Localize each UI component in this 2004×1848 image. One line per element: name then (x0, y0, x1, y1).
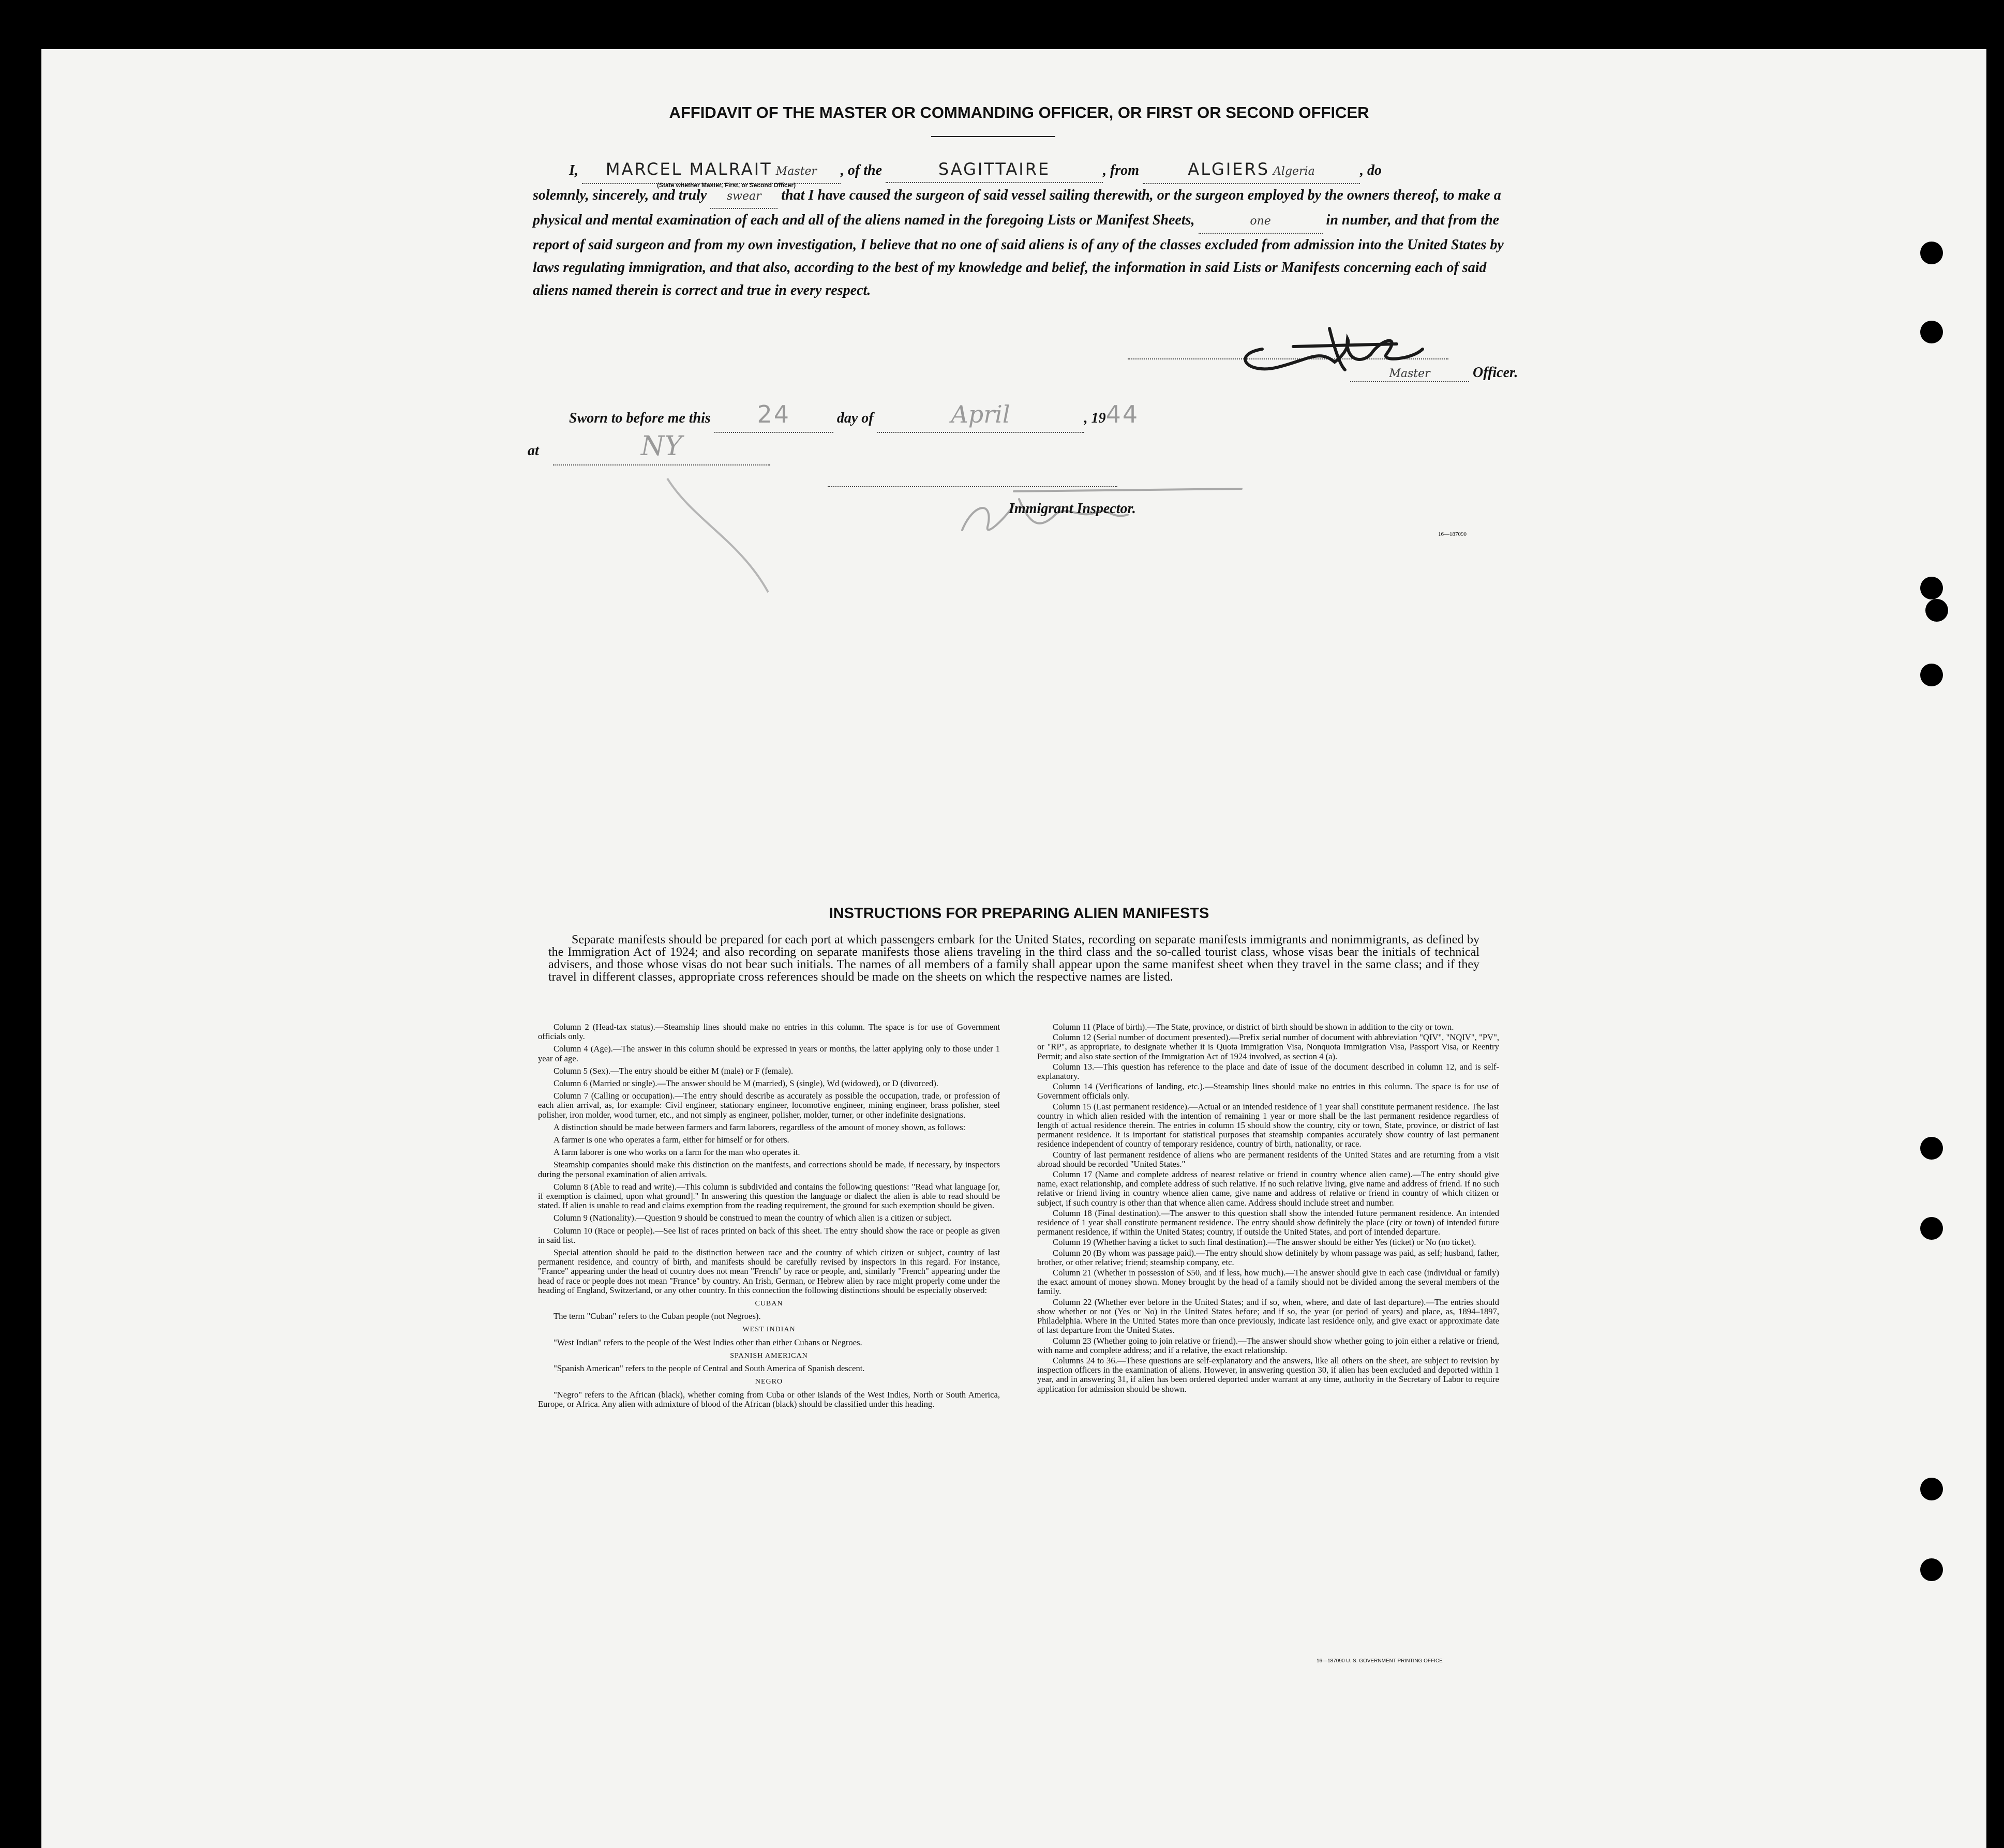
place-field (553, 433, 770, 465)
day-value: 24 (757, 400, 791, 428)
place-value: NY (640, 431, 682, 462)
year-prefix: , 19 (1084, 410, 1106, 426)
year-value: 44 (1105, 400, 1140, 428)
punch-hole (1920, 577, 1943, 599)
instructions-left-column (538, 1023, 1000, 1412)
spanish-american-heading: SPANISH AMERICAN (730, 1351, 808, 1360)
form-code-bottom: 16—187090 U. S. GOVERNMENT PRINTING OFFICE (1317, 1658, 1443, 1664)
instructions-title: INSTRUCTIONS FOR PREPARING ALIEN MANIFESTS (829, 905, 1209, 922)
punch-hole (1920, 1478, 1943, 1500)
form-code-top: 16—187090 (1438, 531, 1467, 537)
instruction-para: Column 2 (Head-tax status).—Steamship lines should make no entries in this column. The space is for use of Government officials only. (538, 1022, 1000, 1042)
of-the-label: , of the (840, 162, 883, 178)
sheet-count: one (1250, 215, 1271, 228)
instruction-para: Columns 24 to 36.—These questions are self-explanatory and the answers, like all others on the sheet, are subject to revision by inspection officers in the examination of aliens. However, in answering question 30, if alien has been excluded and deported within 1 year, and in answering 31, if alien has been ordered deported under warrant at any time, authority in the Secretary of Labor to require application for admission should be shown. (1037, 1355, 1499, 1394)
do-label: , do (1360, 162, 1382, 178)
master-name-field (582, 158, 841, 184)
instruction-para: Column 7 (Calling or occupation).—The entry should describe as accurately as possible the occupation, trade, or profession of each alien arrival, as, for example: Civil engineer, stationary engineer, locomotive engineer, mining engineer, brass polisher, steel polisher, iron molder, wood turner, etc., and not simply as engineer, polisher, molder, turner, or other indefinite designations. (538, 1091, 1000, 1120)
officer-label: Officer. (1473, 365, 1518, 381)
instruction-para: Column 6 (Married or single).—The answer should be M (married), S (single), Wd (widowed), or D (divorced). (554, 1078, 938, 1089)
affidavit-title: AFFIDAVIT OF THE MASTER OR COMMANDING OFFICER, OR FIRST OR SECOND OFFICER (669, 103, 1369, 122)
manifest-sheet (41, 49, 1986, 1848)
instruction-para: Column 17 (Name and complete address of nearest relative or friend in country whence alien came).—The entry should give name, exact relationship, and complete address of such relative. If no such relative living, give name and address of friend. If no such relative or friend living in country whence alien came, give name and address of relative or friend in country of which citizen or subject, if such country is other than that whence alien came. Address should include street and number. (1037, 1169, 1499, 1208)
punch-hole (1920, 1217, 1943, 1240)
instruction-para: Column 11 (Place of birth).—The State, province, or district of birth should be shown in addition to the city or town. (1053, 1022, 1454, 1032)
place-scribble (662, 463, 776, 597)
signature-title-row (1350, 365, 1536, 382)
punch-hole (1925, 599, 1948, 622)
sworn-label: Sworn to before me this (569, 410, 711, 426)
inspector-label: Immigrant Inspector. (1009, 501, 1136, 517)
vessel-field (886, 158, 1103, 183)
punch-hole (1920, 1137, 1943, 1160)
master-name: MARCEL MALRAIT (605, 159, 772, 179)
instruction-para: Column 4 (Age).—The answer in this column should be expressed in years or months, the latter applying only to those under 1 year of age. (538, 1044, 1000, 1063)
instruction-para: A farm laborer is one who works on a farm for the man who operates it. (554, 1147, 800, 1158)
from-label: , from (1103, 162, 1140, 178)
vessel-name: SAGITTAIRE (938, 159, 1051, 179)
instruction-para: A distinction should be made between farmers and farm laborers, regardless of the amount of money shown, as follows: (554, 1122, 966, 1132)
text-caused: that I have caused the surgeon of said vessel sailing therewith, or the surgeon employed by the owners thereof, to make a physical and mental examination of each and all of the aliens named in the foregoing Lists or Manifest Sheets, (533, 187, 1501, 228)
instruction-para: Column 10 (Race or people).—See list of races printed on back of this sheet. The entry should show the race or people as given in said list. (538, 1225, 1000, 1245)
instruction-para: Column 13.—This question has reference to the place and date of issue of the document described in column 12, and is self-explanatory. (1037, 1061, 1499, 1081)
instruction-para: Steamship companies should make this distinction on the manifests, and corrections should be made, if necessary, by inspectors during the personal examination of alien arrivals. (538, 1160, 1000, 1179)
punch-hole (1920, 1558, 1943, 1581)
instruction-para: Column 18 (Final destination).—The answer to this question shall show the intended future permanent residence. An intended residence of 1 year shall constitute permanent residence. The entry should show definitely the place (city or town) of intended future permanent residence, if within the United States; country, if outside the United States, and port of intended departure. (1037, 1208, 1499, 1237)
title-rule (931, 136, 1055, 137)
instruction-para: Column 22 (Whether ever before in the United States; and if so, when, where, and date of last departure).—The entries should show whether or not (Yes or No) in the United States before; and if so, the year (or period of years) and place, as, 1894–1897, Philadelphia. Where in the United States more than once previously, indicate last residence only, and give exact or approximate date of last departure from the United States. (1037, 1297, 1499, 1335)
negro-para: "Negro" refers to the African (black), whether coming from Cuba or other islands of the West Indies, North or South America, Europe, or Africa. Any alien with admixture of blood of the African (black) should be classified under this heading. (538, 1389, 1000, 1409)
spanish-american-para: "Spanish American" refers to the people of Central and South America of Spanish descent. (554, 1363, 865, 1374)
signature-title: Master (1389, 367, 1430, 380)
cuban-para: The term "Cuban" refers to the Cuban people (not Negroes). (554, 1311, 761, 1321)
west-indian-heading: WEST INDIAN (742, 1326, 796, 1334)
instruction-para: Column 5 (Sex).—The entry should be either M (male) or F (female). (554, 1065, 794, 1076)
instruction-para: Country of last permanent residence of aliens who are permanent residents of the United States and are returning from a visit abroad should be recorded "United States." (1037, 1149, 1499, 1169)
instruction-para: Column 20 (By whom was passage paid).—The entry should show definitely by whom passage was paid, as self; husband, father, brother, or other relative; friend; steamship company, etc. (1037, 1248, 1499, 1267)
instruction-para: Column 21 (Whether in possession of $50, and if less, how much).—The answer should give in each case (individual or family) the exact amount of money shown. Money brought by the head of a family should not be divided among the several members of the family. (1037, 1268, 1499, 1297)
punch-hole (1920, 321, 1943, 343)
instruction-para: Column 15 (Last permanent residence).—Actual or an intended residence of 1 year shall constitute permanent residence. The last country in which alien resided with the intention of remaining 1 year or more shall be the last permanent residence regardless of length of actual residence therein. The entries in column 15 should show the country, city or town, State, province, or district of last permanent residence. It is important for statistical purposes that steamship companies accurately show country of last permanent residence independent of country of temporary residence, country of birth, nationality, or race. (1037, 1101, 1499, 1149)
instruction-para: Column 14 (Verifications of landing, etc.).—Steamship lines should make no entries in this column. The space is for use of Government officials only. (1037, 1081, 1499, 1101)
punch-hole (1920, 664, 1943, 686)
at-label: at (528, 443, 539, 459)
instructions-intro: Separate manifests should be prepared for each port at which passengers embark for the United States, recording on separate manifests immigrants and nonimmigrants, as defined by the Immigration Act of 1924; and also recording on separate manifests those aliens traveling in the third class and the so-called tourist class, whose visas bear the initials of technical advisers, and those whose visas do not bear such initials. The names of all members of a family shall appear upon the same manifest sheet when they travel in the same class; and if they travel in different classes, appropriate cross references should be made on the sheets on which the respective names are listed. (548, 933, 1479, 984)
cuban-heading: CUBAN (755, 1300, 783, 1308)
role-note: (State whether Master, First, or Second Officer) (657, 182, 796, 189)
sheet-count-field (1199, 209, 1323, 234)
affidavit-body (533, 158, 1516, 302)
instruction-para: Column 23 (Whether going to join relative or friend).—The answer should show whether going to join either a relative or friend, with name and complete address; and if a relative, the exact relationship. (1037, 1335, 1499, 1355)
text-number: in number, and that from the report of said surgeon and from my own investigation, I believe that no one of said aliens is of any of the classes excluded from admission into the United States by laws regulating immigration, and that also, according to the best of my knowledge and belief, the information in said Lists or Manifests concerning each of said aliens named therein is correct and true in every respect. (533, 212, 1504, 298)
instruction-para: Column 12 (Serial number of document presented).—Prefix serial number of document with abbreviation "QIV", "NQIV", "PV", or "RP", as appropriate, to designate whether it is Quota Immigration Visa, Nonquota Immigration Visa, Passport Visa, or Reentry Permit; and also state section of the Immigration Act of 1924 involved, as section 4 (a). (1037, 1032, 1499, 1061)
instruction-para: Special attention should be paid to the distinction between race and the country of which citizen or subject, country of last permanent residence, and country of birth, and manifests should be carefully revised by inspectors in this regard. For instance, "France" appearing under the head of country does not mean "French" by race or people, and, similarly "French" appearing under the head of race or people does not mean "France" by country. An Irish, German, or Hebrew alien by race might properly come under the heading of England, Switzerland, or any other country. In this connection the following distinctions should be especially observed: (538, 1248, 1000, 1295)
port-name: ALGIERS (1188, 159, 1270, 179)
negro-heading: NEGRO (755, 1378, 783, 1386)
instruction-para: Column 9 (Nationality).—Question 9 should be construed to mean the country of which alien is a citizen or subject. (554, 1213, 952, 1223)
text-solemnly: solemnly, sincerely, and truly (533, 187, 707, 203)
month-field (877, 401, 1084, 433)
instructions-right-column (1037, 1023, 1499, 1395)
intro-i: I, (569, 162, 578, 178)
port-field (1143, 158, 1360, 184)
instruction-para: Column 8 (Able to read and write).—This column is subdivided and contains the following questions: "Read what language [or, if exemption is claimed, upon what ground]." In answering this question the language or dialect the alien is able to read should be stated. If alien is unable to read and claims exemption from the reading requirement, the ground for such exemption should be given. (538, 1181, 1000, 1211)
punch-hole (1920, 242, 1943, 264)
oath-value: swear (726, 190, 761, 203)
sworn-section (528, 400, 1345, 465)
instruction-para: A farmer is one who operates a farm, either for himself or for others. (554, 1135, 789, 1145)
day-of-label: day of (836, 410, 874, 426)
signature-title-field (1350, 365, 1469, 382)
port-country: Algeria (1273, 165, 1315, 178)
day-field (714, 401, 833, 433)
inspector-signature-line (828, 486, 1117, 487)
west-indian-para: "West Indian" refers to the people of the West Indies other than either Cubans or Negroes. (554, 1337, 862, 1347)
month-value: April (951, 400, 1010, 428)
instruction-para: Column 19 (Whether having a ticket to such final destination).—The answer should be either Yes (ticket) or No (no ticket). (1053, 1237, 1476, 1248)
role-handwritten: Master (775, 165, 817, 178)
